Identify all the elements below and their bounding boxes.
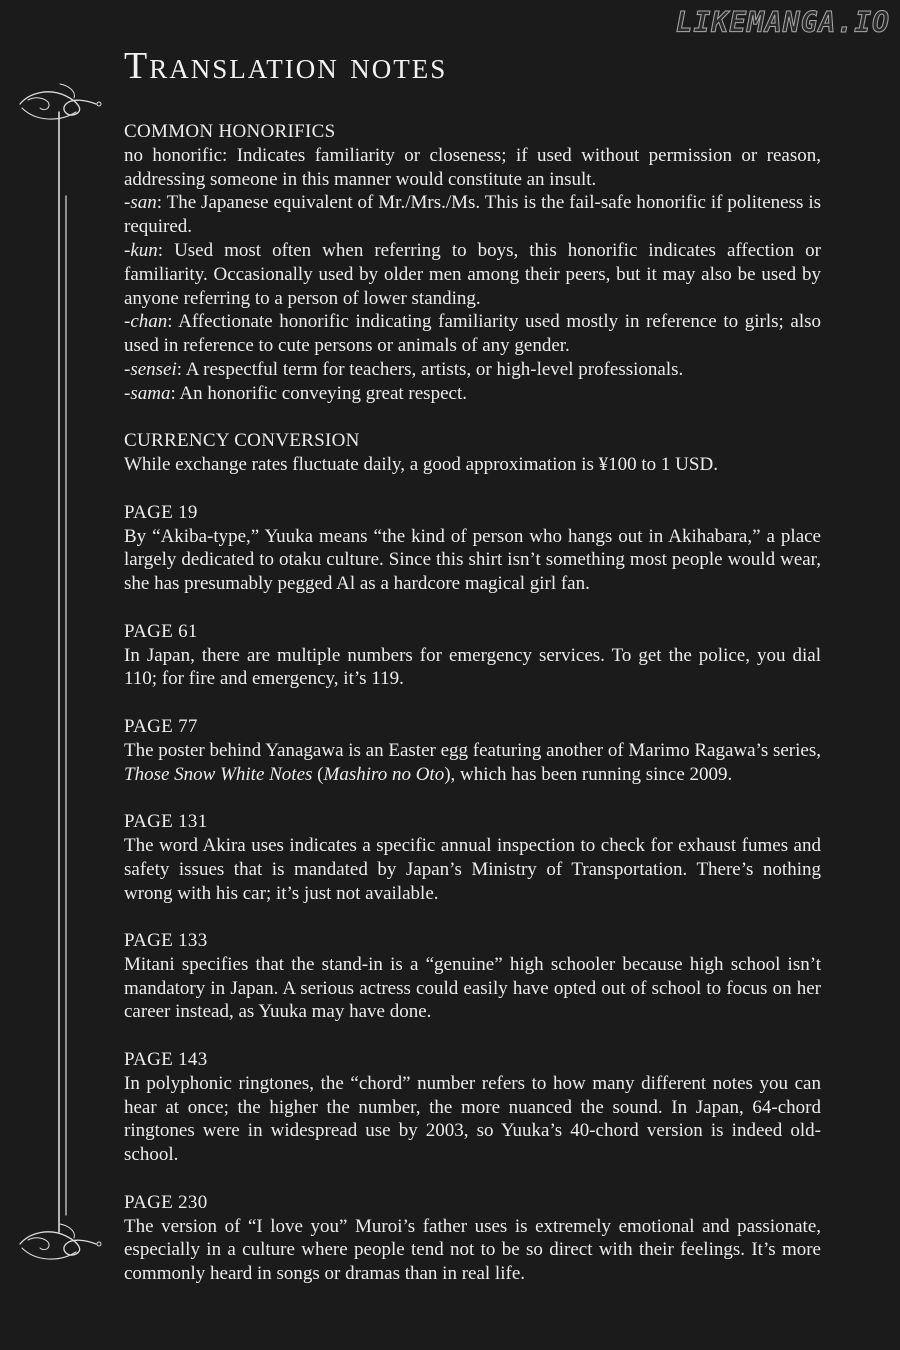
page-143-note <box>124 1048 821 1167</box>
section-heading: PAGE 131 <box>124 811 208 833</box>
section-heading: PAGE 230 <box>124 1191 208 1213</box>
honorifics-section <box>124 120 821 406</box>
series-title-en: Those Snow White Notes <box>124 763 313 785</box>
section-heading: PAGE 61 <box>124 620 198 642</box>
honorific-term: -sama <box>124 382 171 404</box>
note-text-part: The poster behind Yanagawa is an Easter egg featuring another of Marimo Ragawa’s series, <box>124 739 821 761</box>
page-133-note <box>124 929 821 1024</box>
page-19-note <box>124 501 821 596</box>
note-text: While exchange rates fluctuate daily, a good approximation is ¥100 to 1 USD. <box>124 454 718 476</box>
honorific-entry <box>124 358 821 382</box>
page-77-note <box>124 715 821 786</box>
honorific-entry <box>124 144 821 192</box>
bottom-flourish-icon <box>20 1224 101 1259</box>
top-flourish-icon <box>20 84 101 119</box>
page-61-note <box>124 620 821 691</box>
section-heading: PAGE 143 <box>124 1049 208 1071</box>
section-heading: PAGE 133 <box>124 930 208 952</box>
note-text: The word Akira uses indicates a specific annual inspection to check for exhaust fumes and safety issues that is mandated by Japan’s Ministry of Transportation. There’s nothing wrong with his car; it’s just not available. <box>124 834 821 904</box>
series-title-jp: Mashiro no Oto <box>323 763 445 785</box>
honorific-term: -san <box>124 192 157 214</box>
page-131-note <box>124 810 821 905</box>
note-text: The version of “I love you” Muroi’s father uses is extremely emotional and passionate, especially in a culture where people tend not to be so direct with their feelings. It’s more commonly heard in songs or dramas than in real life. <box>124 1215 821 1285</box>
honorific-entry <box>124 382 821 406</box>
currency-section <box>124 429 821 477</box>
flourish-ornament <box>0 0 120 1350</box>
note-text: By “Akiba-type,” Yuuka means “the kind of person who hangs out in Akihabara,” a place largely dedicated to otaku culture. Since this shirt isn’t something most people would wear, she has presumably pegged Al as a hardcore magical girl fan. <box>124 525 821 595</box>
notes-content <box>124 120 821 1310</box>
note-text: In Japan, there are multiple numbers for emergency services. To get the police, you dial 110; for fire and emergency, it’s 119. <box>124 644 821 690</box>
note-text: Mitani specifies that the stand-in is a “genuine” high schooler because high school isn’t mandatory in Japan. A serious actress could easily have opted out of school to focus on her career instead, as Yuuka may have done. <box>124 953 821 1023</box>
page-230-note <box>124 1191 821 1286</box>
note-text <box>124 739 821 787</box>
honorific-term: -chan <box>124 311 168 333</box>
honorific-term: -kun <box>124 239 158 261</box>
honorific-entry <box>124 191 821 239</box>
section-heading: COMMON HONORIFICS <box>124 121 336 142</box>
honorific-text: : Used most often when referring to boys, this honorific indicates affection or familiarity. Occasionally used by older men among their peers, but it may also be used by anyone referring to a person of lower standing. <box>124 239 821 309</box>
note-text-part: ), which has been running since 2009. <box>444 763 733 785</box>
honorific-text: : Affectionate honorific indicating familiarity used mostly in reference to girls; also used in reference to cute persons or animals of any gender. <box>124 311 821 357</box>
site-watermark: LIKEMANGA.IO <box>675 6 890 39</box>
section-heading: PAGE 19 <box>124 501 198 523</box>
section-heading: CURRENCY CONVERSION <box>124 430 360 452</box>
honorific-text: : An honorific conveying great respect. <box>170 382 467 404</box>
note-text: In polyphonic ringtones, the “chord” number refers to how many different notes you can hear at once; the higher the number, the more nuanced the sound. In Japan, 64-chord ringtones were in widespread use by 2003, so Yuuka’s 40-chord version is indeed old-school. <box>124 1072 821 1166</box>
note-text-part: ( <box>312 763 324 785</box>
honorific-term: -sensei <box>124 358 177 380</box>
honorific-text: : The Japanese equivalent of Mr./Mrs./Ms. This is the fail-safe honorific if politeness is required. <box>124 192 821 238</box>
honorific-text: : A respectful term for teachers, artists, or high-level professionals. <box>176 358 684 380</box>
honorific-entry <box>124 239 821 310</box>
honorific-entry <box>124 310 821 358</box>
honorific-text: no honorific: Indicates familiarity or closeness; if used without permission or reason, addressing someone in this manner would constitute an insult. <box>124 144 821 190</box>
section-heading: PAGE 77 <box>124 715 198 737</box>
page-title: Translation notes <box>124 45 448 87</box>
